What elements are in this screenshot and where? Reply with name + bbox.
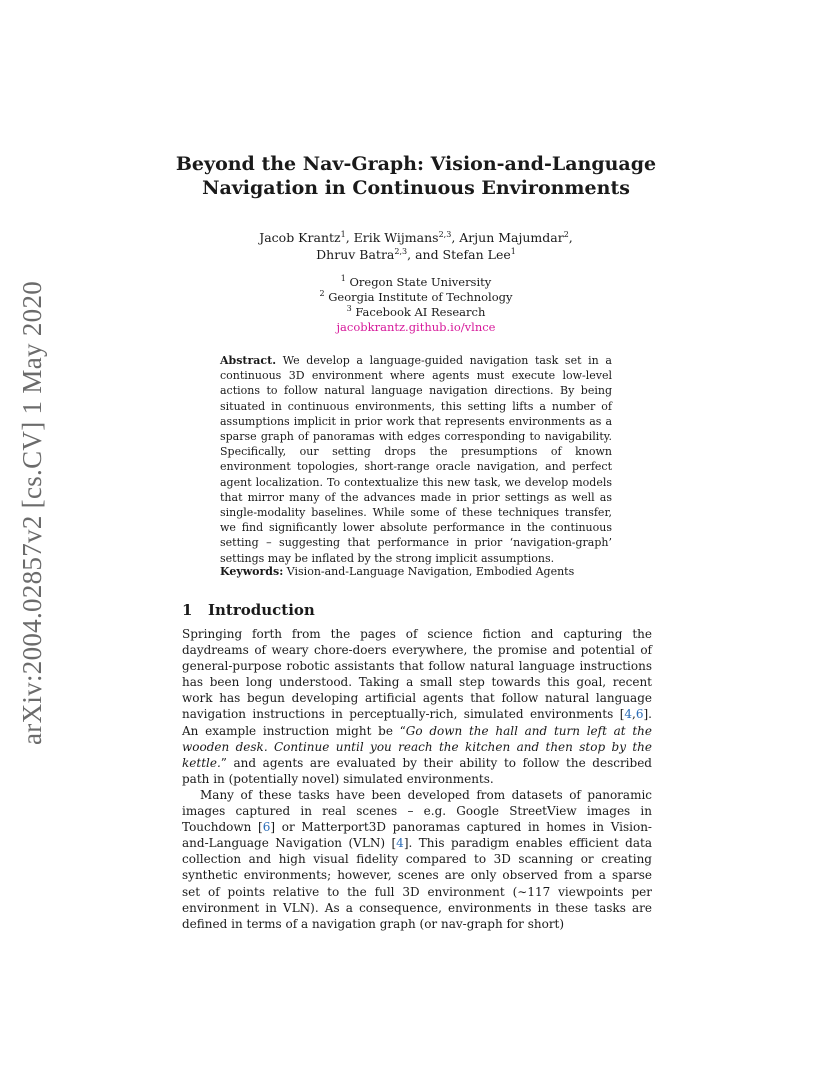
author-affil-sup: 1 bbox=[510, 246, 516, 256]
paper-title bbox=[150, 152, 682, 200]
section-heading bbox=[182, 601, 652, 619]
intro-paragraph-2: Many of these tasks have been developed from datasets of panoramic images captured in real scenes – e.g. Google StreetView images in Touchdown [6] or Matterport3D panoramas captured in homes in Vision-and-Language Navigation (VLN) [4]. This paradigm enables efficient data collection and high visual fidelity compared to 3D scanning or creating synthetic environments; however, scenes are only observed from a sparse set of points relative to the full 3D environment (∼117 viewpoints per environment in VLN). As a consequence, environments in these tasks are defined in terms of a navigation graph (or nav-graph for short) bbox=[182, 787, 652, 931]
author-list bbox=[150, 229, 682, 263]
abstract-text: We develop a language-guided navigation task set in a continuous 3D environment where agents must execute low-level actions to follow natural language navigation directions. By being situated in continuous environments, this setting lifts a number of assumptions implicit in prior work that represents environments as a sparse graph of panoramas with edges corresponding to navigability. Specifically, our setting drops the presumptions of known environment topologies, short-range oracle navigation, and perfect agent localization. To contextualize this new task, we develop models that mirror many of the advances made in prior settings as well as single-modality baselines. While some of these techniques transfer, we find significantly lower absolute performance in the continuous setting – suggesting that performance in prior ‘navigation-graph’ settings may be inflated by the strong implicit assumptions. bbox=[220, 354, 612, 565]
abstract bbox=[220, 353, 612, 566]
author-name: Erik Wijmans bbox=[353, 230, 439, 245]
citation-link[interactable]: 6 bbox=[635, 707, 644, 722]
affiliation-3: $^3$ Facebook AI Research bbox=[346, 304, 486, 319]
arxiv-identifier: arXiv:2004.02857v2 [cs.CV] 1 May 2020 bbox=[17, 280, 47, 745]
affiliation-2: $^2$ Georgia Institute of Technology bbox=[319, 289, 513, 304]
example-instruction: Go down the hall and turn left at the wooden desk. Continue until you reach the kitchen and then stop by the kettle. bbox=[182, 723, 652, 770]
author-name: and Stefan Lee bbox=[415, 247, 511, 262]
author-affil-sup: 1 bbox=[340, 229, 346, 239]
abstract-label: Abstract. bbox=[220, 354, 277, 367]
section-number: 1 bbox=[182, 601, 193, 619]
intro-paragraph-1: Springing forth from the pages of science fiction and capturing the daydreams of weary chore-doers everywhere, the promise and potential of general-purpose robotic assistants that follow natural language instructions has been long understood. Taking a small step towards this goal, recent work has begun developing artificial agents that follow natural language navigation instructions in perceptually-rich, simulated environments [4,6]. An example instruction might be “Go down the hall and turn left at the wooden desk. Continue until you reach the kitchen and then stop by the kettle.” and agents are evaluated by their ability to follow the described path in (potentially novel) simulated environments. bbox=[182, 627, 652, 786]
author-affil-sup: 2 bbox=[563, 229, 569, 239]
author-affil-sup: 2,3 bbox=[438, 229, 452, 239]
keywords-label: Keywords: bbox=[220, 565, 284, 578]
title-line-2: Navigation in Continuous Environments bbox=[202, 177, 630, 199]
author-name: Jacob Krantz bbox=[259, 230, 341, 245]
keywords-text: Vision-and-Language Navigation, Embodied Agents bbox=[286, 565, 575, 578]
citation-link[interactable]: 6 bbox=[262, 820, 271, 835]
author-line-1: Jacob Krantz$^1$, Erik Wijmans$^{2,3}$, Arjun Majumdar$^2$, bbox=[259, 229, 573, 245]
author-name: Arjun Majumdar bbox=[459, 230, 564, 245]
keywords bbox=[220, 564, 612, 579]
affiliations bbox=[200, 275, 632, 335]
title-line-1: Beyond the Nav-Graph: Vision-and-Language bbox=[175, 153, 657, 175]
project-link[interactable]: jacobkrantz.github.io/vlnce bbox=[336, 320, 496, 334]
section-title: Introduction bbox=[208, 601, 315, 619]
author-line-2: Dhruv Batra$^{2,3}$, and Stefan Lee$^1$ bbox=[316, 246, 516, 262]
intro-body bbox=[182, 626, 652, 932]
author-name: Dhruv Batra bbox=[316, 247, 395, 262]
citation-link[interactable]: 4 bbox=[396, 836, 404, 851]
author-affil-sup: 2,3 bbox=[394, 246, 408, 256]
affiliation-1: $^1$ Oregon State University bbox=[340, 274, 492, 289]
citation-link[interactable]: 4 bbox=[624, 707, 633, 722]
